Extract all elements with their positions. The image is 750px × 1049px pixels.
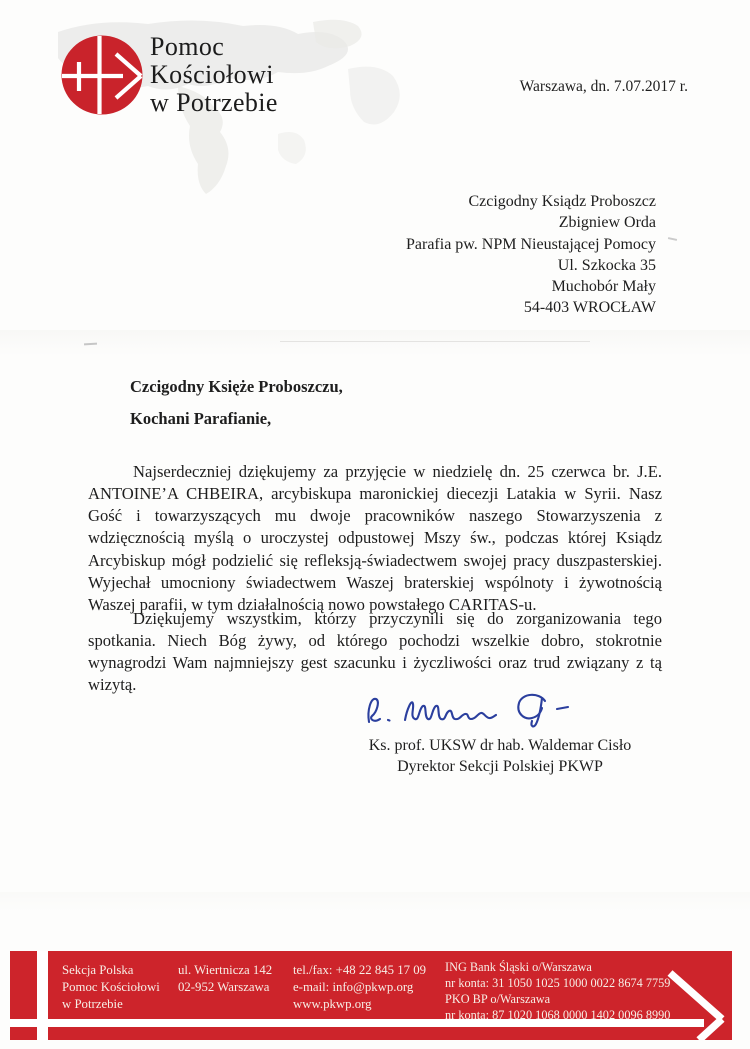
footer-org (62, 962, 160, 1012)
org-name-line: Pomoc (150, 32, 225, 61)
footer-address-line: ul. Wiertnicza 142 (178, 963, 273, 977)
recipient-line: Ul. Szkocka 35 (557, 256, 656, 274)
footer-contact (293, 962, 426, 1012)
salutation-line: Czcigodny Księże Proboszczu, (130, 377, 343, 396)
body-paragraph-1: Najserdeczniej dziękujemy za przyjęcie w niedzielę dn. 25 czerwca br. J.E. ANTOINE’A CHBEIRA, arcybiskupa maronickiej diecezji Latakia w Syrii. Nasz Gość i towarzyszących mu dwoje pracowników naszego Stowarzyszenia z wdzięcznością myślą o uroczystej odpustowej Mszy św., podczas której Ksiądz Arcybiskup mógł podzielić się refleksją-świadectwem swojej pracy duszpasterskiej. Wyjechał umocniony świadectwem Waszej braterskiej wspólnoty i żywotnością Waszej parafii, w tym działalnością nowo powstałego CARITAS-u. (88, 462, 662, 614)
recipient-line: 54-403 WROCŁAW (523, 299, 656, 317)
scan-artifact-line (280, 341, 590, 342)
footer-bank-line: ING Bank Śląski o/Warszawa (445, 960, 592, 974)
salutation (130, 377, 343, 441)
letter-date: Warszawa, dn. 7.07.2017 r. (519, 78, 688, 95)
body-paragraph-2: Dziękujemy wszystkim, którzy przyczynili się do zorganizowania tego spotkania. Niech Bóg żywy, od którego pochodzi wszelkie dobro, stokrotnie wynagrodzi Wam najmniejszy gest szacunku i życzliwości oraz trud związany z tą wizytą. (88, 609, 662, 695)
scan-artifact-band (0, 330, 750, 356)
scan-artifact-dot (668, 237, 677, 241)
signatory-name: Ks. prof. UKSW dr hab. Waldemar Cisło (368, 737, 632, 754)
recipient-line: Czcigodny Ksiądz Proboszcz (468, 193, 656, 210)
signature-block (330, 735, 670, 777)
recipient-line: Parafia pw. NPM Nieustającej Pomocy (405, 235, 656, 253)
footer-org-line: Pomoc Kościołowi (62, 979, 160, 994)
salutation-line: Kochani Parafianie, (130, 409, 272, 428)
org-name (150, 33, 278, 117)
footer-address-line: 02-952 Warszawa (178, 979, 270, 994)
scan-artifact-band (0, 892, 750, 912)
signatory-title: Dyrektor Sekcji Polskiej PKWP (397, 758, 603, 775)
cross-arrow-icon (60, 34, 144, 116)
footer-address (178, 962, 272, 996)
footer-email: e-mail: info@pkwp.org (293, 979, 414, 994)
footer-org-line: w Potrzebie (62, 996, 123, 1011)
footer-bank-line: nr konta: 31 1050 1025 1000 0022 8674 7759 (445, 976, 671, 990)
footer-website: www.pkwp.org (293, 996, 372, 1011)
footer-bank-line: PKO BP o/Warszawa (445, 992, 551, 1006)
handwritten-signature-ink (352, 688, 580, 734)
recipient-line: Zbigniew Orda (558, 214, 656, 232)
org-name-line: Kościołowi (150, 60, 274, 89)
org-name-line: w Potrzebie (150, 88, 278, 117)
footer-org-line: Sekcja Polska (62, 963, 134, 977)
recipient-line: Muchobór Mały (551, 278, 656, 296)
footer-phone: tel./fax: +48 22 845 17 09 (293, 963, 427, 977)
recipient-address (406, 191, 656, 319)
footer (10, 951, 732, 1040)
footer-bank-line: nr konta: 87 1020 1068 0000 1402 0096 8990 (445, 1008, 671, 1022)
footer-bank-accounts (445, 959, 670, 1023)
